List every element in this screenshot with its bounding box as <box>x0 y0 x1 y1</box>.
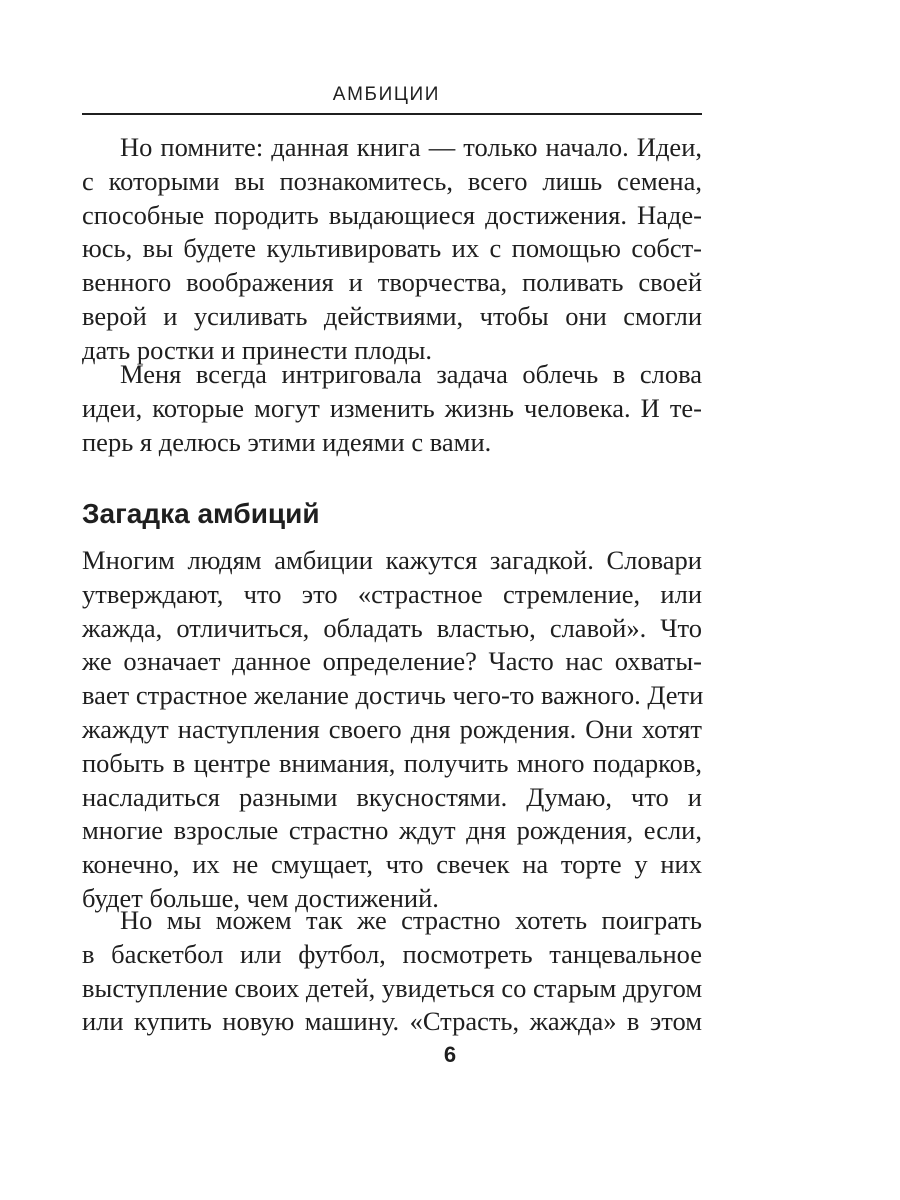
text-line: венного воображения и творчества, поливать своей <box>82 267 702 298</box>
text-line: Многим людям амбиции кажутся загадкой. Словари <box>82 545 702 575</box>
text-line: насладиться разными вкусностями. Думаю, что и <box>82 781 702 812</box>
text-line: идеи, которые могут изменить жизнь человека. И те- <box>82 392 702 423</box>
text-line: или купить новую машину. «Страсть, жажда» в этом <box>82 1006 702 1037</box>
page-number: 6 <box>443 1042 457 1067</box>
text-line: Но мы можем так же страстно хотеть поиграть <box>120 905 702 935</box>
running-head-title: АМБИЦИИ <box>332 84 440 105</box>
text-line: в баскетбол или футбол, посмотреть танцевальное <box>82 938 702 969</box>
text-line: перь я делюсь этими идеями с вами. <box>82 426 492 457</box>
text-line: Но помните: данная книга — только начало. Идеи, <box>120 132 702 162</box>
text-line: утверждают, что это «страстное стремление, или <box>82 578 702 609</box>
text-line: же означает данное определение? Часто нас охваты- <box>82 646 702 677</box>
text-line: жажда, отличиться, обладать властью, славой». Что <box>82 612 702 643</box>
text-line: дать ростки и принести плоды. <box>82 334 433 365</box>
paragraph-intro-2 <box>82 358 702 459</box>
text-line: побыть в центре внимания, получить много подарков, <box>82 747 702 778</box>
text-line: выступление своих детей, увидеться со старым другом <box>82 972 703 1003</box>
section-heading: Загадка амбиций <box>82 498 320 529</box>
text-line: конечно, их не смущает, что свечек на торте у них <box>82 849 702 880</box>
text-line: верой и усиливать действиями, чтобы они смогли <box>82 300 702 331</box>
text-line: вает страстное желание достичь чего-то важного. Дети <box>82 680 704 711</box>
text-line: жаждут наступления своего дня рождения. Они хотят <box>82 713 702 744</box>
text-line: способные породить выдающиеся достижения. Наде- <box>82 199 702 230</box>
paragraph-intro-1 <box>82 131 702 368</box>
header-divider <box>82 113 702 115</box>
paragraph-section-1 <box>82 544 702 916</box>
text-line: с которыми вы познакомитесь, всего лишь семена, <box>82 165 702 196</box>
text-line: будет больше, чем достижений. <box>82 882 439 913</box>
paragraph-section-2 <box>82 904 702 1039</box>
text-line: многие взрослые страстно ждут дня рождения, если, <box>82 815 702 846</box>
text-line: Меня всегда интриговала задача облечь в слова <box>120 359 702 389</box>
text-line: юсь, вы будете культивировать их с помощью собст- <box>82 233 702 264</box>
